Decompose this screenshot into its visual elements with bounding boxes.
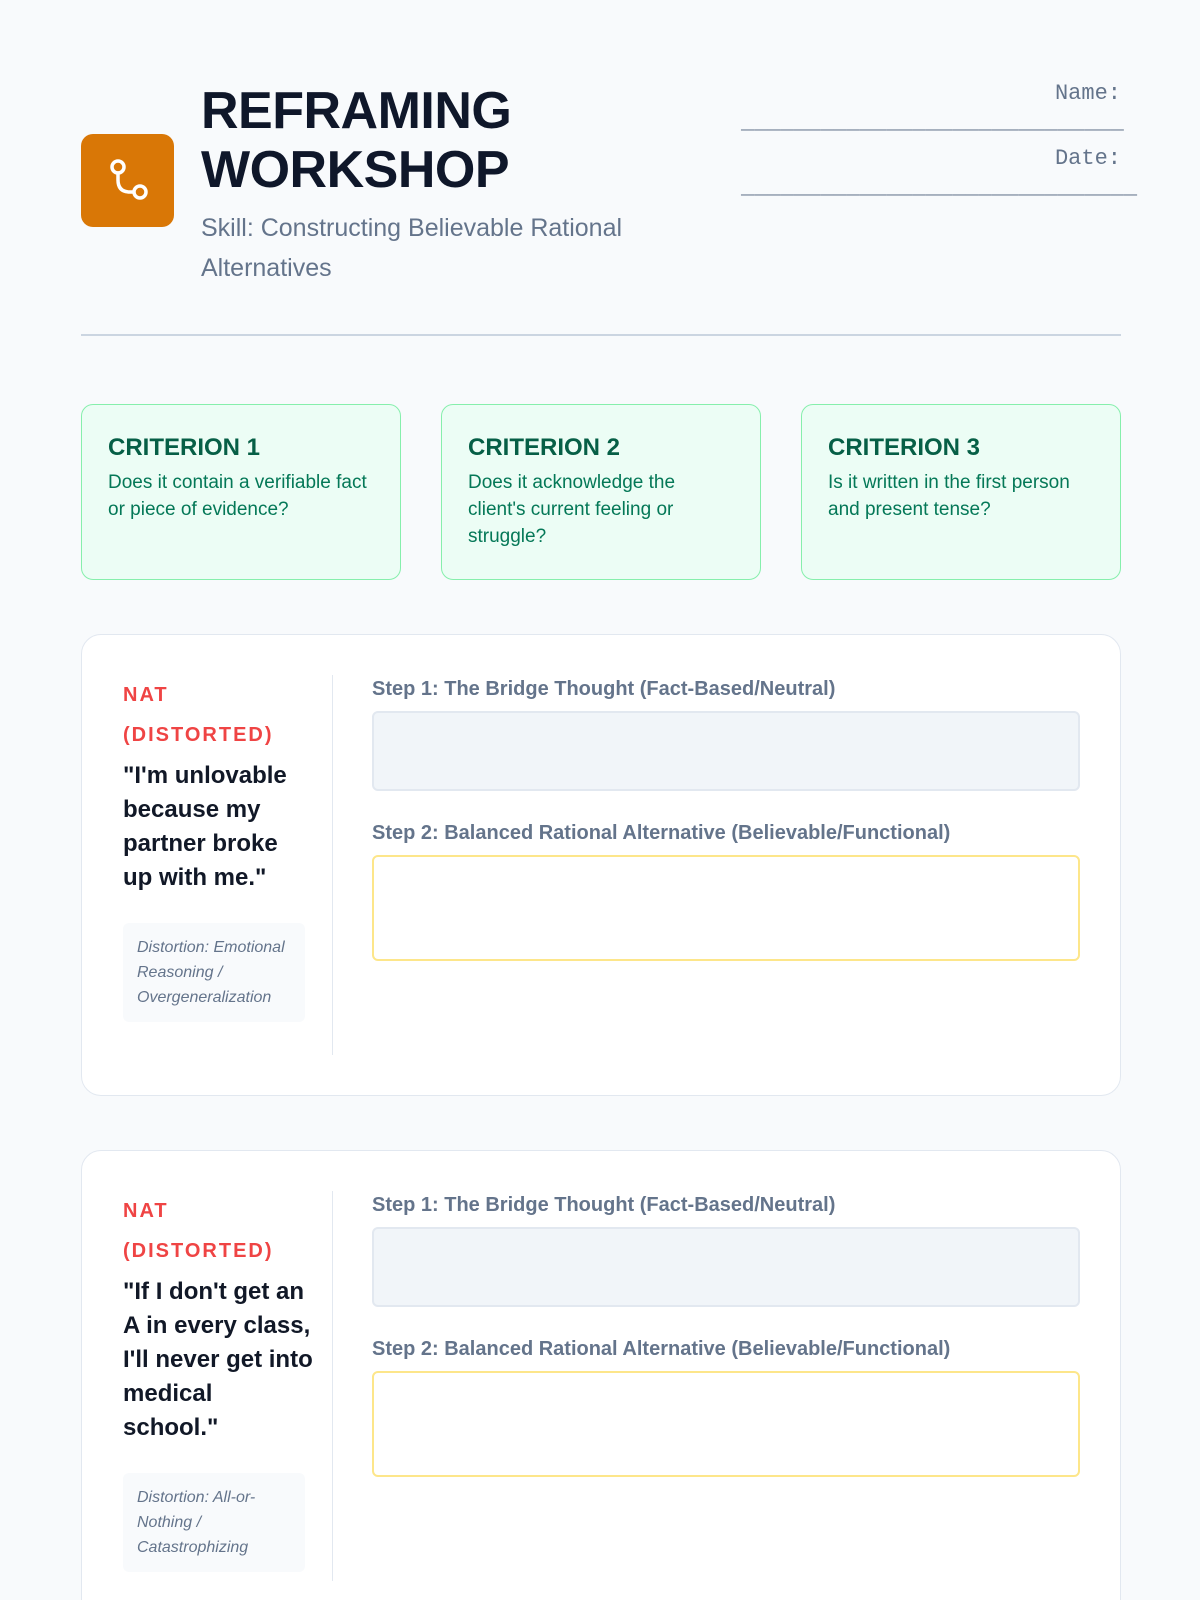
criterion-title: CRITERION 2 [468, 434, 621, 461]
worksheet-page [81, 0, 1138, 1556]
branch-icon [81, 134, 174, 227]
rational-alternative-field[interactable] [372, 855, 1080, 961]
criterion-card [441, 404, 761, 580]
steps-panel [372, 1191, 1080, 1477]
page-subtitle: Skill: Constructing Believable Rational Alternatives [201, 214, 623, 282]
criterion-text: Does it acknowledge the client's current feeling or struggle? [468, 472, 676, 547]
page-title: REFRAMING WORKSHOP [201, 82, 512, 199]
nat-panel [123, 1191, 333, 1572]
bridge-thought-field[interactable] [372, 711, 1080, 791]
criterion-title: CRITERION 1 [108, 434, 261, 461]
nat-label: NAT (DISTORTED) [123, 1200, 274, 1262]
criterion-title: CRITERION 3 [828, 434, 981, 461]
card-divider [332, 675, 333, 1055]
nat-quote: "I'm unlovable because my partner broke up with me." [123, 762, 287, 891]
steps-panel [372, 675, 1080, 961]
rational-alternative-field[interactable] [372, 1371, 1080, 1477]
criterion-text: Does it contain a verifiable fact or piece of evidence? [108, 472, 367, 520]
criterion-text: Is it written in the first person and present tense? [828, 472, 1070, 520]
step1-label: Step 1: The Bridge Thought (Fact-Based/Neutral) [372, 678, 836, 700]
bridge-thought-field[interactable] [372, 1227, 1080, 1307]
criterion-card [81, 404, 401, 580]
exercise-card [81, 634, 1121, 1096]
distortion-note: Distortion: Emotional Reasoning / Overgeneralization [123, 923, 305, 1022]
exercise-card [81, 1150, 1121, 1600]
criterion-card [801, 404, 1121, 580]
step2-label: Step 2: Balanced Rational Alternative (Believable/Functional) [372, 822, 951, 844]
title-block [201, 82, 721, 288]
nat-label: NAT (DISTORTED) [123, 684, 274, 746]
worksheet-header [81, 0, 1138, 336]
date-label: Date: [1054, 146, 1121, 171]
card-divider [332, 1191, 333, 1581]
name-date-block [741, 80, 1138, 203]
nat-quote: "If I don't get an A in every class, I'll never get into medical school." [123, 1278, 313, 1441]
criteria-row [81, 404, 1121, 580]
step2-label: Step 2: Balanced Rational Alternative (Believable/Functional) [372, 1338, 951, 1360]
name-line[interactable]: _____________________________ [741, 110, 1124, 135]
step1-label: Step 1: The Bridge Thought (Fact-Based/Neutral) [372, 1194, 836, 1216]
date-line[interactable]: ______________________________ [741, 175, 1138, 200]
nat-panel [123, 675, 333, 1022]
name-label: Name: [1054, 81, 1121, 106]
distortion-note: Distortion: All-or-Nothing / Catastrophizing [123, 1473, 305, 1572]
